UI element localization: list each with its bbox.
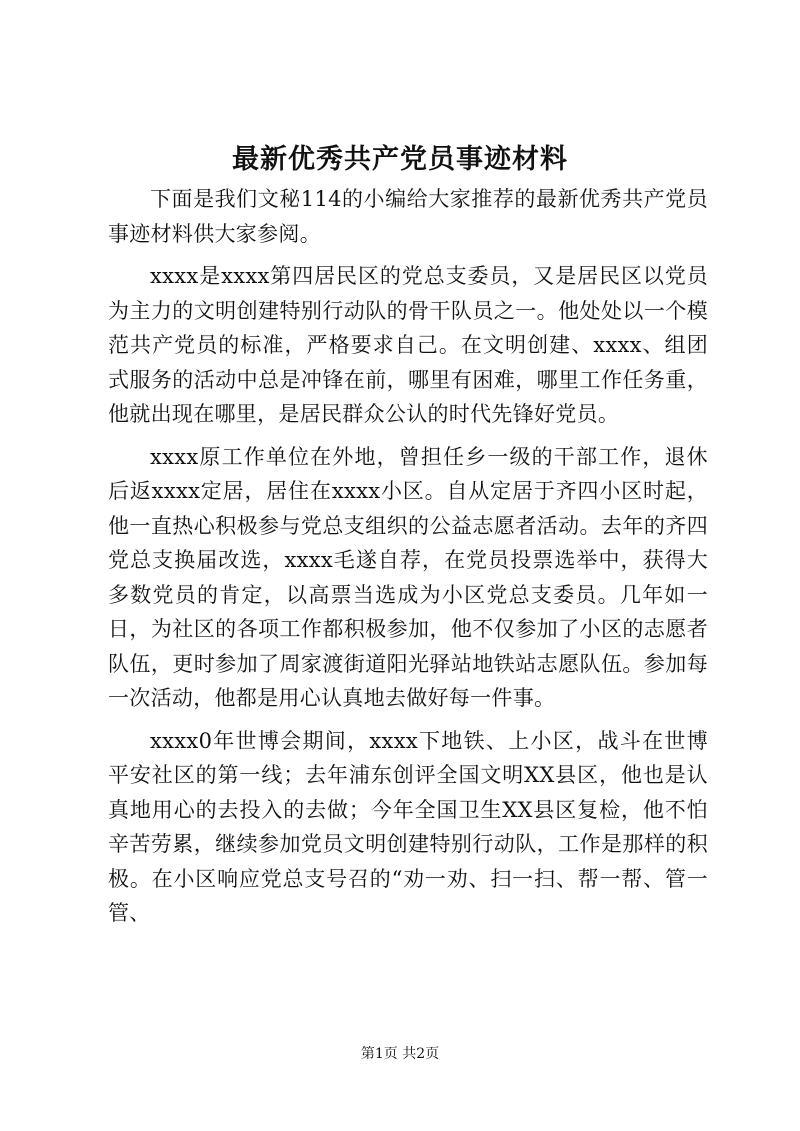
paragraph-2: xxxx原工作单位在外地，曾担任乡一级的干部工作，退休后返xxxx定居，居住在xxxx小区。自从定居于齐四小区时起，他一直热心积极参与党总支组织的公益志愿者活动。去年的齐四党总支换届改选，xxxx毛遂自荐，在党员投票选举中，获得大多数党员的肯定，以高票当选成为小区党总支委员。几年如一日，为社区的各项工作都积极参加，他不仅参加了小区的志愿者队伍，更时参加了周家渡街道阳光驿站地铁站志愿队伍。参加每一次活动，他都是用心认真地去做好每一件事。 <box>108 444 708 710</box>
page-footer: 第1页 共2页 <box>360 1046 440 1062</box>
paragraph-intro: 下面是我们文秘114的小编给大家推荐的最新优秀共产党员事迹材料供大家参阅。 <box>108 187 708 246</box>
document-title: 最新优秀共产党员事迹材料 <box>232 144 568 175</box>
paragraph-1: xxxx是xxxx第四居民区的党总支委员，又是居民区以党员为主力的文明创建特别行动队的骨干队员之一。他处处以一个模范共产党员的标准，严格要求自己。在文明创建、xxxx、组团式服务的活动中总是冲锋在前，哪里有困难，哪里工作任务重，他就出现在哪里，是居民群众公认的时代先锋好党员。 <box>108 264 708 426</box>
paragraph-3: xxxx0年世博会期间，xxxx下地铁、上小区，战斗在世博平安社区的第一线；去年浦东创评全国文明XX县区，他也是认真地用心的去投入的去做；今年全国卫生XX县区复检，他不怕辛苦劳累，继续参加党员文明创建特别行动队，工作是那样的积极。在小区响应党总支号召的“劝一劝、扫一扫、帮一帮、管一管、 <box>108 728 708 925</box>
document-body <box>108 182 708 939</box>
